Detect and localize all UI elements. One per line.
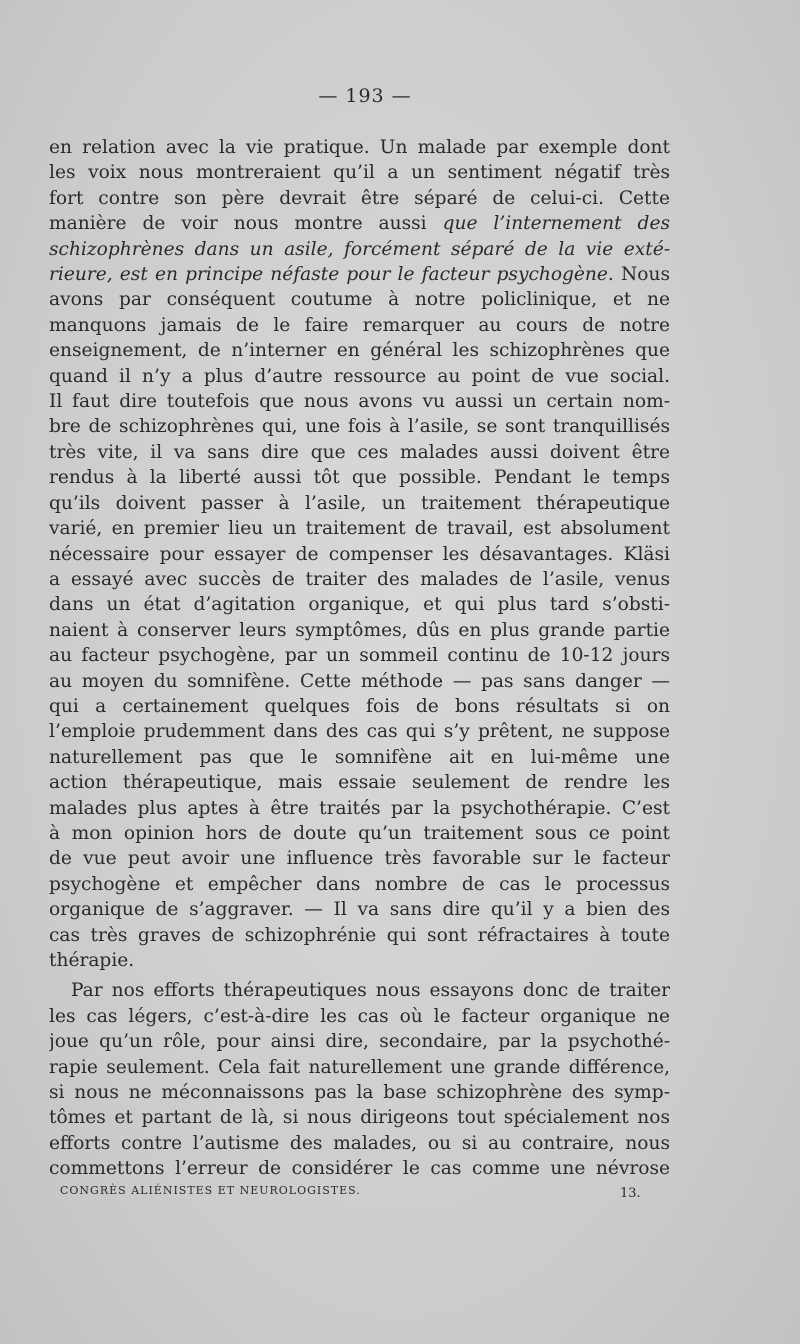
text-line: nécessaire pour essayer de compenser les désavantages. Kläsi	[49, 543, 670, 565]
text-line: les cas légers, c’est-à-dire les cas où le facteur organique ne	[49, 1005, 670, 1027]
text-line: qui a certainement quelques fois de bons résultats si on	[49, 695, 670, 717]
text-line: efforts contre l’autisme des malades, ou si au contraire, nous	[49, 1132, 670, 1154]
text-line: de vue peut avoir une influence très favorable sur le facteur	[49, 848, 670, 870]
text-line: malades plus aptes à être traités par la psychothérapie. C’est	[49, 797, 670, 819]
signature-number: 13.	[620, 1186, 641, 1201]
text-line: qu’ils doivent passer à l’asile, un traitement thérapeutique	[49, 492, 670, 514]
text-line: avons par conséquent coutume à notre policlinique, et ne	[49, 289, 670, 311]
text-segment: manière de voir nous montre aussi	[49, 213, 427, 235]
footer-title: CONGRÈS ALIÉNISTES ET NEUROLOGISTES.	[60, 1184, 361, 1197]
italic-segment: que l’internement des	[442, 213, 670, 235]
text-line: quand il n’y a plus d’autre ressource au point de vue social.	[49, 365, 670, 387]
text-line	[49, 211, 670, 236]
text-line: dans un état d’agitation organique, et qui plus tard s’obsti-	[49, 594, 670, 616]
text-line: les voix nous montreraient qu’il a un sentiment négatif très	[49, 162, 670, 184]
text-line: au moyen du somnifène. Cette méthode — pas sans danger —	[49, 670, 670, 692]
text-line	[49, 237, 670, 262]
text-line: psychogène et empêcher dans nombre de cas le processus	[49, 873, 670, 895]
text-line: l’emploie prudemment dans des cas qui s’y prêtent, ne suppose	[49, 721, 670, 743]
text-line: commettons l’erreur de considérer le cas comme une névrose	[49, 1158, 670, 1180]
text-line: Il faut dire toutefois que nous avons vu aussi un certain nom-	[49, 391, 670, 413]
text-line: thérapie.	[49, 950, 135, 971]
text-line: Par nos efforts thérapeutiques nous essayons donc de traiter	[71, 980, 670, 1002]
text-line: rendus à la liberté aussi tôt que possible. Pendant le temps	[49, 467, 670, 489]
text-segment: Nous	[621, 264, 670, 286]
text-line: au facteur psychogène, par un sommeil continu de 10-12 jours	[49, 645, 670, 667]
text-line	[49, 262, 670, 287]
text-line: tômes et partant de là, si nous dirigeons tout spécialement nos	[49, 1107, 670, 1129]
text-line: a essayé avec succès de traiter des malades de l’asile, venus	[49, 568, 670, 590]
body-text	[49, 135, 670, 1182]
text-line: action thérapeutique, mais essaie seulement de rendre les	[49, 772, 670, 794]
text-line: si nous ne méconnaissons pas la base schizophrène des symp-	[49, 1082, 670, 1104]
text-line: organique de s’aggraver. — Il va sans dire qu’il y a bien des	[49, 899, 670, 921]
italic-segment: rieure, est en principe néfaste pour le facteur psychogène.	[49, 264, 614, 286]
text-line: naient à conserver leurs symptômes, dûs en plus grande partie	[49, 619, 670, 641]
text-line: bre de schizophrènes qui, une fois à l’asile, se sont tranquillisés	[49, 416, 670, 438]
page-number: — 193 —	[318, 85, 412, 107]
text-line: manquons jamais de le faire remarquer au cours de notre	[49, 314, 670, 336]
text-line: fort contre son père devrait être séparé de celui-ci. Cette	[49, 187, 670, 209]
text-line: varié, en premier lieu un traitement de travail, est absolument	[49, 518, 670, 540]
text-line: très vite, il va sans dire que ces malades aussi doivent être	[49, 441, 670, 463]
text-line: naturellement pas que le somnifène ait en lui-même une	[49, 746, 670, 768]
text-line: cas très graves de schizophrénie qui sont réfractaires à toute	[49, 924, 670, 946]
text-line: enseignement, de n’interner en général les schizophrènes que	[49, 340, 670, 362]
italic-segment: schizophrènes dans un asile, forcément séparé de la vie exté-	[49, 238, 670, 260]
text-line: en relation avec la vie pratique. Un malade par exemple dont	[49, 137, 670, 158]
text-line: joue qu’un rôle, pour ainsi dire, secondaire, par la psychothé-	[49, 1031, 670, 1053]
text-line: à mon opinion hors de doute qu’un traitement sous ce point	[49, 822, 670, 844]
text-line: rapie seulement. Cela fait naturellement une grande différence,	[49, 1056, 670, 1078]
